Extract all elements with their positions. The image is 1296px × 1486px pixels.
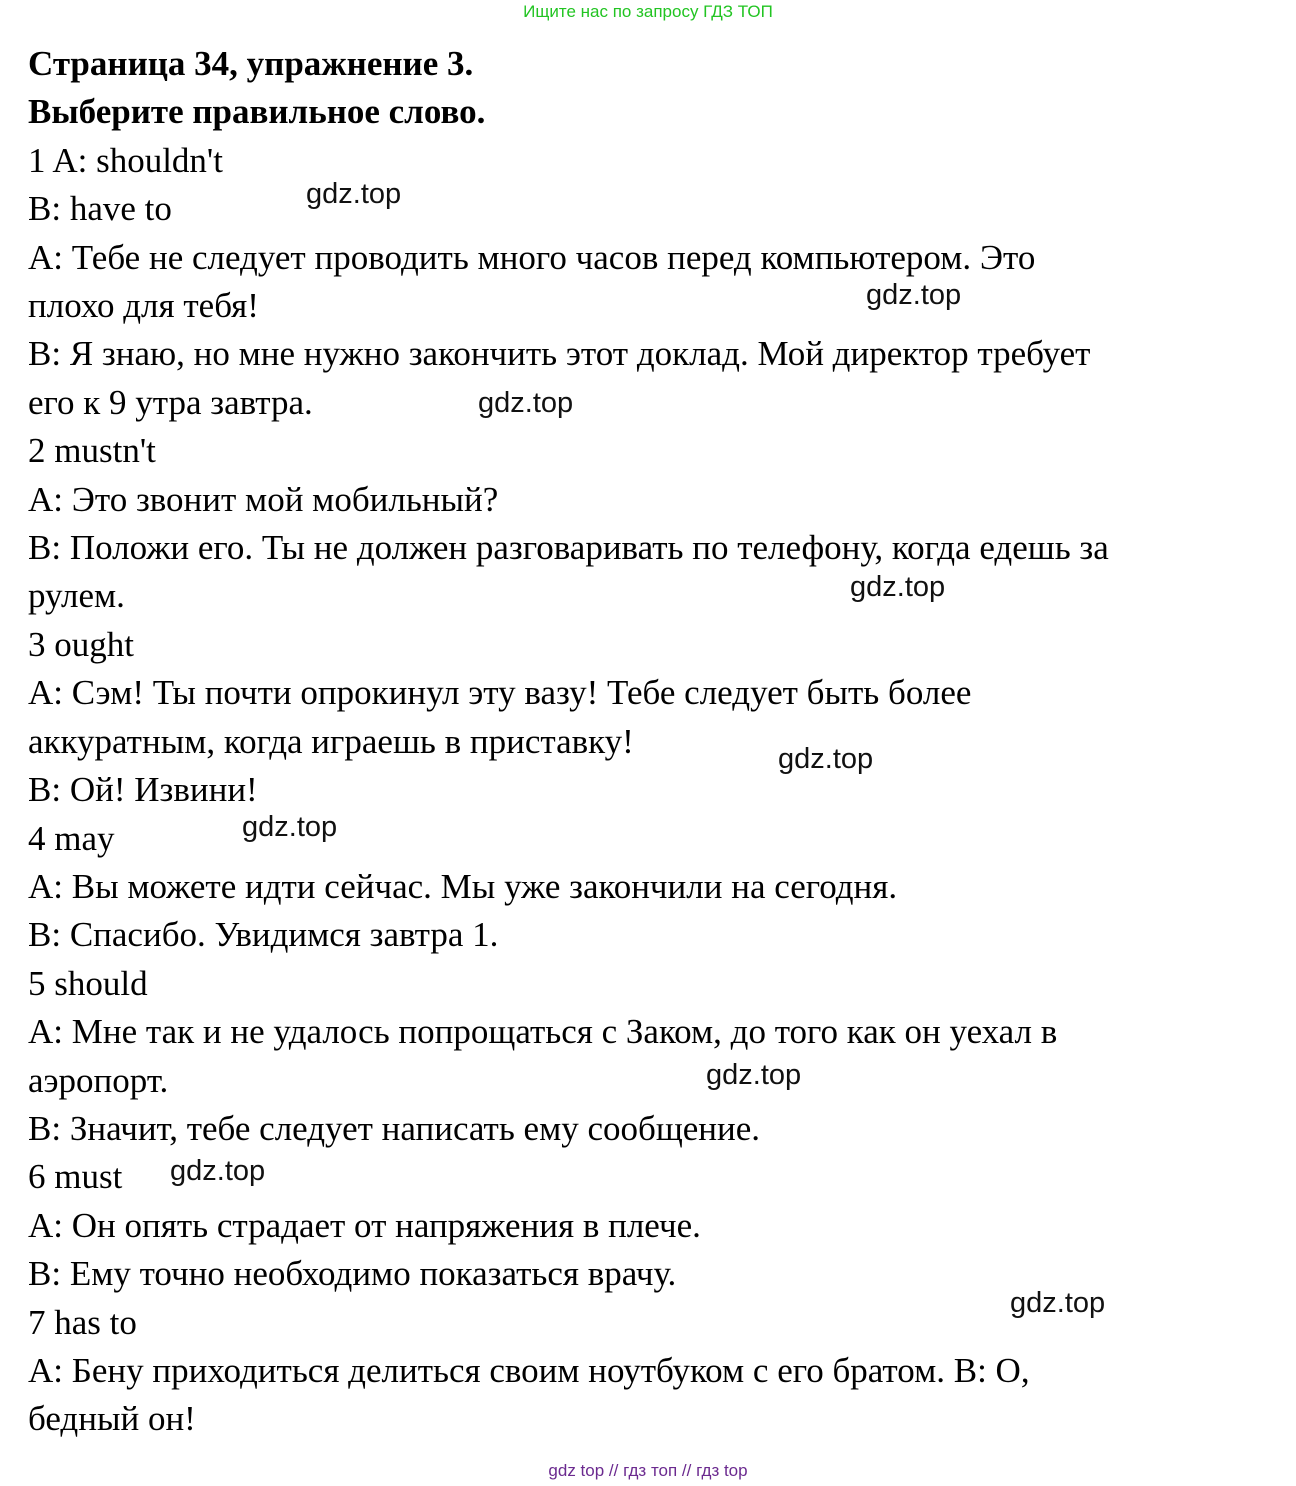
text-line: рулем.	[28, 576, 125, 616]
text-line: A: Это звонит мой мобильный?	[28, 479, 499, 519]
task-instruction: Выберите правильное слово.	[28, 92, 486, 132]
watermark-label: gdz.top	[478, 387, 574, 419]
text-line: 1 A: shouldn't	[28, 140, 223, 180]
watermark-label: gdz.top	[866, 279, 962, 311]
watermark-label: gdz.top	[706, 1059, 802, 1091]
top-banner: Ищите нас по запросу ГДЗ ТОП	[523, 2, 773, 21]
watermark-label: gdz.top	[306, 178, 402, 210]
text-line: A: Бену приходиться делиться своим ноутбуком с его братом. B: О,	[28, 1350, 1030, 1390]
text-line: 5 should	[28, 963, 148, 1003]
text-line: 7 has to	[28, 1302, 137, 1342]
text-line: B: Спасибо. Увидимся завтра 1.	[28, 915, 499, 955]
watermark-label: gdz.top	[170, 1155, 266, 1187]
text-line: A: Тебе не следует проводить много часов перед компьютером. Это	[28, 237, 1036, 277]
text-line: B: Положи его. Ты не должен разговаривать по телефону, когда едешь за	[28, 528, 1109, 568]
text-line: аэропорт.	[28, 1060, 169, 1100]
text-line: плохо для тебя!	[28, 286, 259, 326]
text-line: 4 may	[28, 818, 115, 858]
text-line: B: Ой! Извини!	[28, 770, 258, 810]
page-title: Страница 34, упражнение 3.	[28, 44, 474, 83]
text-line: B: Значит, тебе следует написать ему сообщение.	[28, 1108, 761, 1148]
text-line: B: have to	[28, 189, 172, 229]
watermark-label: gdz.top	[1010, 1287, 1106, 1319]
text-line: его к 9 утра завтра.	[28, 382, 313, 422]
text-line: 3 ought	[28, 624, 134, 664]
text-line: A: Мне так и не удалось попрощаться с Заком, до того как он уехал в	[28, 1012, 1058, 1052]
watermark-label: gdz.top	[242, 811, 338, 843]
text-line: 6 must	[28, 1157, 123, 1197]
text-line: бедный он!	[28, 1399, 196, 1439]
text-line: B: Я знаю, но мне нужно закончить этот доклад. Мой директор требует	[28, 334, 1091, 374]
watermark-label: gdz.top	[778, 743, 874, 775]
text-line: аккуратным, когда играешь в приставку!	[28, 721, 634, 761]
text-line: B: Ему точно необходимо показаться врачу.	[28, 1254, 677, 1294]
document-body	[28, 40, 1278, 1444]
watermark-label: gdz.top	[850, 571, 946, 603]
text-line: A: Вы можете идти сейчас. Мы уже закончили на сегодня.	[28, 866, 898, 906]
text-line: 2 mustn't	[28, 431, 156, 471]
footer-links: gdz top // гдз топ // гдз top	[548, 1461, 748, 1480]
text-line: A: Сэм! Ты почти опрокинул эту вазу! Тебе следует быть более	[28, 673, 972, 713]
text-line: A: Он опять страдает от напряжения в плече.	[28, 1205, 701, 1245]
